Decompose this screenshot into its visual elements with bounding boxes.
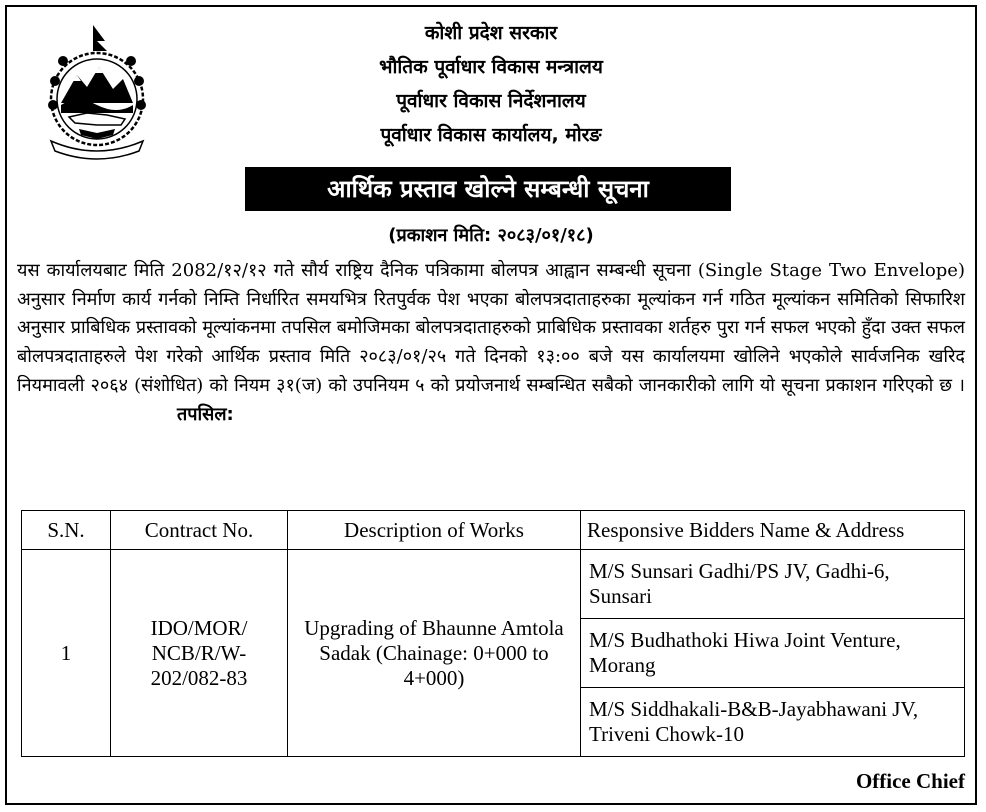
- cell-description: Upgrading of Bhaunne Amtola Sadak (Chainage: 0+000 to 4+000): [288, 550, 581, 757]
- signatory: Office Chief: [855, 769, 965, 793]
- bidders-table: [21, 510, 965, 757]
- header-contract: Contract No.: [111, 511, 288, 550]
- header-description: Description of Works: [288, 511, 581, 550]
- table-header-row: [22, 511, 965, 550]
- publication-date: (प्रकाशन मिति: २०८३/०१/१८): [388, 225, 594, 246]
- notice-title: आर्थिक प्रस्ताव खोल्ने सम्बन्धी सूचना: [245, 167, 731, 211]
- notice-paragraph: यस कार्यालयबाट मिति 2082/१२/१२ गते सौर्य राष्ट्रिय दैनिक पत्रिकामा बोलपत्र आह्वान सम्बन्धी सूचना (Single Stage Two Envelope) अनुसार निर्माण कार्य गर्नको निम्ति निर्धारित समयभित्र रितपुर्वक पेश भएका बोलपत्रदाताहरुका मूल्यांकन गर्न गठित मूल्यांकन समितिको सिफारिश अनुसार प्राबिधिक प्रस्तावको मूल्यांकनमा तपसिल बमोजिमका बोलपत्रदाताहरुको प्राबिधिक प्रस्तावका शर्तहरु पुरा गर्न सफल भएको हुँदा उक्त सफल बोलपत्रदाताहरुले पेश गरेको आर्थिक प्रस्ताव मिति २०८३/०१/२५ गते दिनको १३:०० बजे यस कार्यालयमा खोलिने भएकोले सार्वजनिक खरिद नियमावली २०६४ (संशोधित) को नियम ३१(ज) को उपनियम ५ को प्रयोजनार्थ सम्बन्धित सबैको जानकारीको लागि यो सूचना प्रकाशन गरिएको छ ।: [17, 260, 965, 396]
- cell-bidder-2: M/S Budhathoki Hiwa Joint Venture, Morang: [581, 619, 965, 688]
- cell-bidder-1: M/S Sunsari Gadhi/PS JV, Gadhi-6, Sunsari: [581, 550, 965, 619]
- notice-body: [17, 257, 965, 429]
- cell-bidder-3: M/S Siddhakali-B&B-Jayabhawani JV, Triveni Chowk-10: [581, 688, 965, 757]
- header-bidders: Responsive Bidders Name & Address: [581, 511, 965, 550]
- cell-contract: IDO/MOR/ NCB/R/W- 202/082-83: [111, 550, 288, 757]
- schedule-label: तपसिल:: [177, 403, 234, 425]
- header-line-2: भौतिक पूर्वाधार विकास मन्त्रालय: [379, 56, 603, 78]
- notice-page: [5, 5, 977, 805]
- header-line-1: कोशी प्रदेश सरकार: [424, 22, 558, 44]
- header-line-3: पूर्वाधार विकास निर्देशनालय: [396, 90, 586, 112]
- cell-sn: 1: [22, 550, 111, 757]
- header-sn: S.N.: [22, 511, 111, 550]
- table-row: [22, 550, 965, 619]
- header-line-4: पूर्वाधार विकास कार्यालय, मोरङ: [380, 124, 602, 146]
